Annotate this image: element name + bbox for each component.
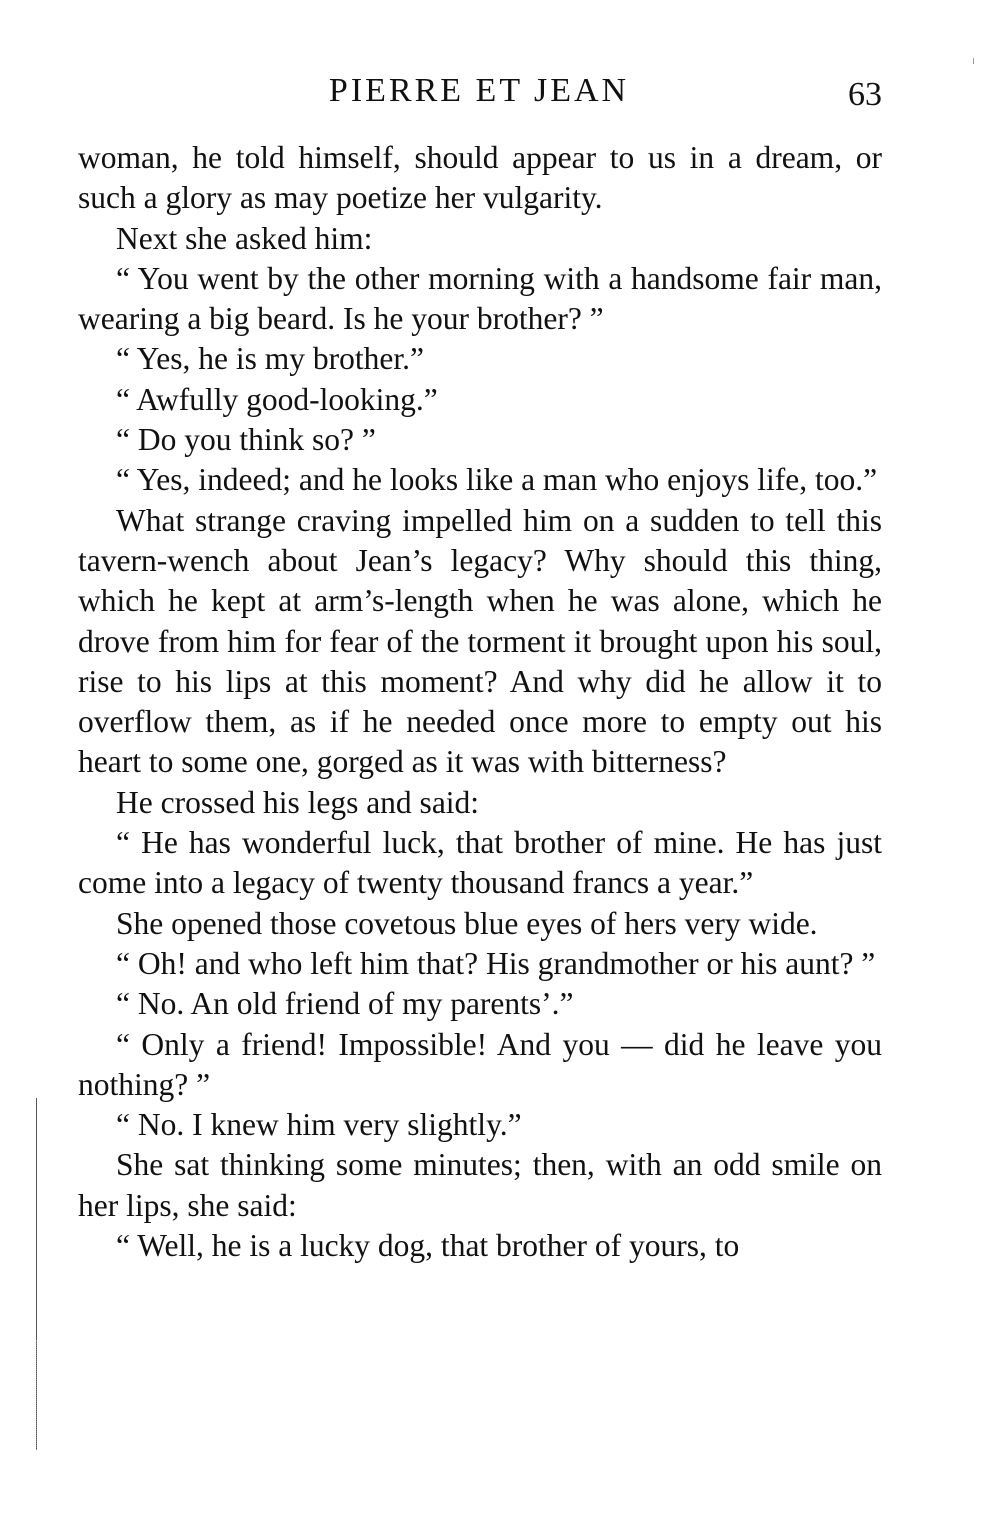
paragraph-9: He crossed his legs and said: (116, 784, 480, 820)
paragraph-12: “ Oh! and who left him that? His grandmother or his aunt? ” (116, 945, 876, 981)
paragraph-16: She sat thinking some minutes; then, with an odd smile on her lips, she said: (78, 1147, 882, 1223)
paragraph-13: “ No. An old friend of my parents’.” (116, 986, 574, 1022)
paragraph-8: What strange craving impelled him on a sudden to tell this tavern-wench about Jean’s legacy? Why should this thing, which he kept at arm’s-length when he was alone, which he drove from him for fear of the torment it brought upon his soul, rise to his lips at this moment? And why did he allow it to overflow them, as if he needed once more to empty out his heart to some one, gorged as it was with bitterness? (78, 502, 882, 780)
running-head (76, 66, 882, 116)
paragraph-17: “ Well, he is a lucky dog, that brother of yours, to (116, 1228, 740, 1264)
paragraph-10: “ He has wonderful luck, that brother of mine. He has just come into a legacy of twenty thousand francs a year.” (78, 825, 882, 901)
scan-mark (973, 58, 974, 64)
paragraph-11: She opened those covetous blue eyes of hers very wide. (116, 905, 818, 941)
margin-rule-faint (36, 1340, 37, 1450)
paragraph-4: “ Yes, he is my brother.” (116, 341, 424, 377)
paragraph-14: “ Only a friend! Impossible! And you — did he leave you nothing? ” (78, 1026, 882, 1102)
page-number: 63 (848, 76, 882, 113)
paragraph-6: “ Do you think so? ” (116, 422, 376, 458)
body-text (78, 138, 882, 1266)
running-title: PIERRE ET JEAN (328, 72, 630, 109)
paragraph-15: “ No. I knew him very slightly.” (116, 1107, 522, 1143)
paragraph-3: “ You went by the other morning with a handsome fair man, wearing a big beard. Is he your brother? ” (78, 260, 882, 337)
paragraph-1: woman, he told himself, should appear to us in a dream, or such a glory as may poetize her vulgarity. (78, 140, 882, 216)
paragraph-5: “ Awfully good-looking.” (116, 381, 438, 417)
paragraph-7: “ Yes, indeed; and he looks like a man who enjoys life, too.” (116, 462, 878, 498)
paragraph-2: Next she asked him: (116, 220, 373, 256)
